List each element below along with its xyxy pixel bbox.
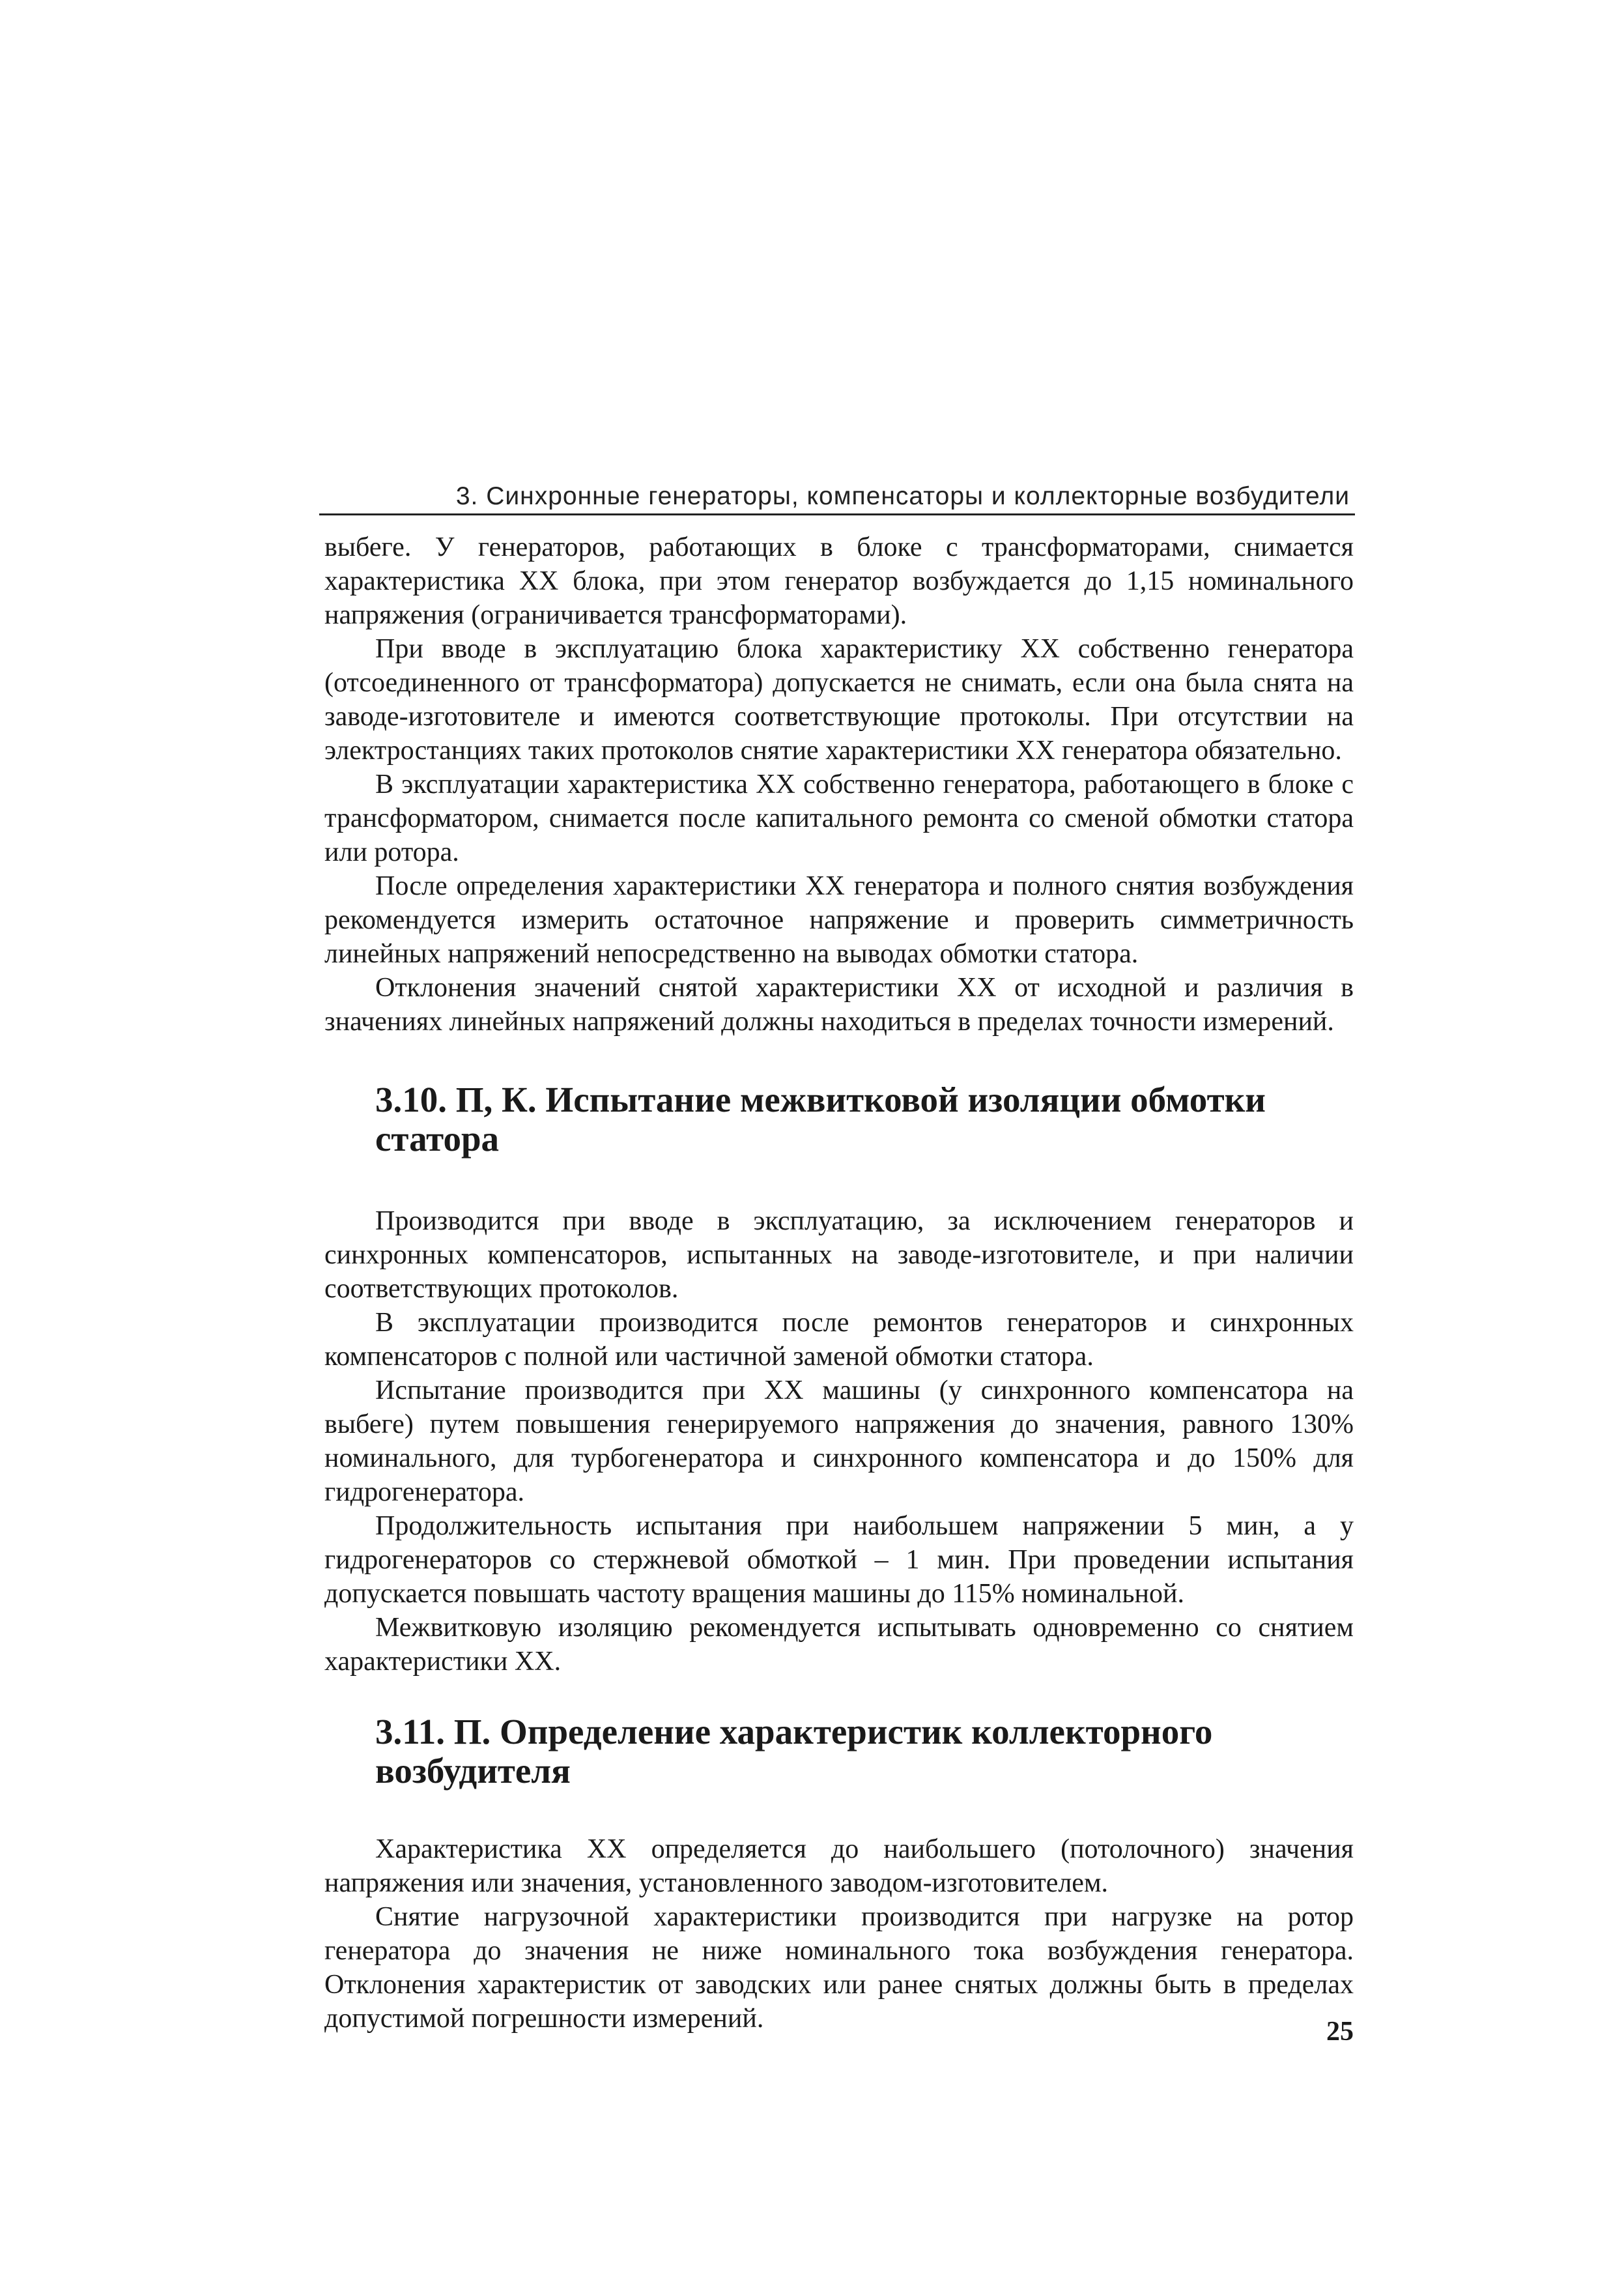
- paragraph: В эксплуатации производится после ремонтов генераторов и синхронных компенсаторов с полной или частичной заменой обмотки статора.: [324, 1308, 1354, 1372]
- page-body: [324, 530, 1354, 2036]
- paragraph: Отклонения значений снятой характеристики ХХ от исходной и различия в значениях линейных напряжений должны находиться в пределах точности измерений.: [324, 973, 1354, 1037]
- page-number: 25: [1326, 2017, 1354, 2047]
- section-heading-3-11-line1: 3.11. П. Определение характеристик коллекторного: [375, 1712, 1213, 1751]
- paragraph: После определения характеристики ХХ генератора и полного снятия возбуждения рекомендуется измерить остаточное напряжение и проверить симметричность линейных напряжений непосредственно на выводах обмотки статора.: [324, 871, 1354, 969]
- running-header-title: 3. Синхронные генераторы, компенсаторы и коллекторные возбудители: [455, 482, 1350, 510]
- paragraph: Характеристика ХХ определяется до наибольшего (потолочного) значения напряжения или значения, установленного заводом-изготовителем.: [324, 1834, 1354, 1898]
- paragraph: выбеге. У генераторов, работающих в блоке с трансформаторами, снимается характеристика ХХ блока, при этом генератор возбуждается до 1,15 номинального напряжения (ограничивается трансформаторами).: [324, 532, 1354, 630]
- paragraph: Испытание производится при ХХ машины (у синхронного компенсатора на выбеге) путем повышения генерируемого напряжения до значения, равного 130% номинального, для турбогенератора и синхронного компенсатора и до 150% для гидрогенератора.: [324, 1376, 1354, 1507]
- paragraph: При вводе в эксплуатацию блока характеристику ХХ собственно генератора (отсоединенного от трансформатора) допускается не снимать, если она была снята на заводе-изготовителе и имеются соответствующие протоколы. При отсутствии на электростанциях таких протоколов снятие характеристики ХХ генератора обязательно.: [324, 634, 1354, 766]
- paragraph: Снятие нагрузочной характеристики производится при нагрузке на ротор генератора до значения не ниже номинального тока возбуждения генератора. Отклонения характеристик от заводских или ранее снятых должны быть в пределах допустимой погрешности измерений.: [324, 1902, 1354, 2034]
- paragraph: Производится при вводе в эксплуатацию, за исключением генераторов и синхронных компенсаторов, испытанных на заводе-изготовителе, и при наличии соответствующих протоколов.: [324, 1206, 1354, 1304]
- section-heading-3-11: [324, 1712, 1354, 1791]
- section-heading-3-11-line2: возбудителя: [375, 1751, 571, 1791]
- running-header: [319, 481, 1355, 515]
- paragraph: Продолжительность испытания при наибольшем напряжении 5 мин, а у гидрогенераторов со стержневой обмоткой – 1 мин. При проведении испытания допускается повышать частоту вращения машины до 115% номинальной.: [324, 1511, 1354, 1609]
- section-heading-3-10: 3.10. П, К. Испытание межвитковой изоляции обмотки статора: [375, 1080, 1266, 1159]
- paragraph: В эксплуатации характеристика ХХ собственно генератора, работающего в блоке с трансформатором, снимается после капитального ремонта со сменой обмотки статора или ротора.: [324, 770, 1354, 867]
- paragraph: Межвитковую изоляцию рекомендуется испытывать одновременно со снятием характеристики ХХ.: [324, 1613, 1354, 1677]
